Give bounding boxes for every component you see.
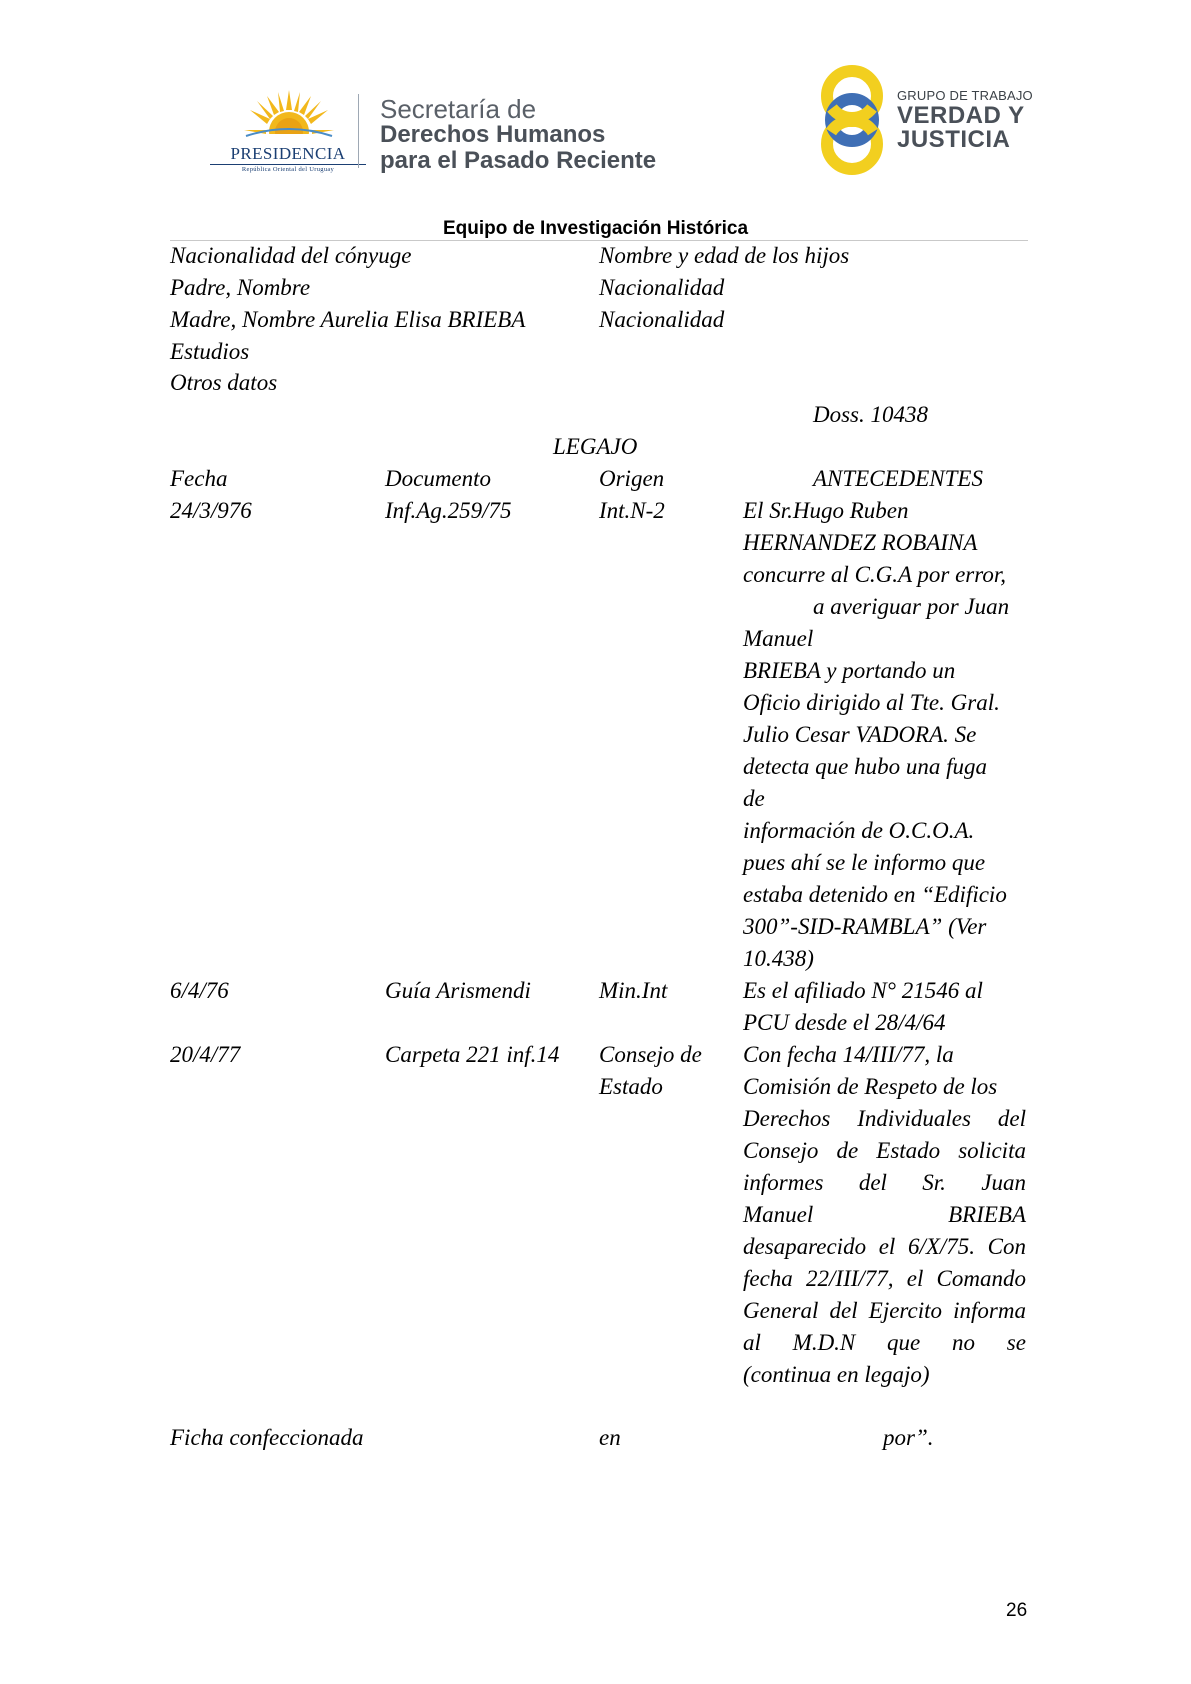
field-spouse-nationality: Nacionalidad del cónyuge: [170, 243, 412, 268]
row-1-origen: Int.N-2: [599, 498, 665, 523]
row-1-antecedentes-line: HERNANDEZ ROBAINA: [743, 530, 978, 555]
row-3-antecedentes-line: Manuel BRIEBA: [743, 1202, 1026, 1227]
field-children: Nombre y edad de los hijos: [599, 243, 850, 268]
secretaria-logo-text: [380, 96, 656, 174]
field-mother-nationality: Nacionalidad: [599, 307, 725, 332]
row-2-antecedentes-line: PCU desde el 28/4/64: [743, 1010, 946, 1035]
row-3-antecedentes-line: Consejo de Estado solicita: [743, 1138, 1026, 1163]
row-3-antecedentes-line: desaparecido el 6/X/75. Con: [743, 1234, 1026, 1259]
vj-title-line-1: VERDAD Y: [897, 102, 1025, 129]
row-1-antecedentes: [743, 495, 1026, 975]
row-3-antecedentes-line: (continua en legajo): [743, 1362, 930, 1387]
row-1-antecedentes-line: 300”-SID-RAMBLA” (Ver: [743, 914, 987, 939]
row-1-antecedentes-line: El Sr.Hugo Ruben: [743, 498, 909, 523]
row-2-origen: Min.Int: [599, 978, 668, 1003]
row-3-antecedentes-line: Comisión de Respeto de los: [743, 1074, 998, 1099]
row-3-antecedentes-line: al M.D.N que no se: [743, 1330, 1026, 1355]
row-2-antecedentes: [743, 975, 1026, 1039]
row-1-antecedentes-line: BRIEBA y portando un: [743, 658, 956, 683]
row-2-documento: Guía Arismendi: [385, 978, 531, 1003]
field-father: Padre, Nombre: [170, 275, 311, 300]
row-2-fecha: 6/4/76: [170, 978, 229, 1003]
row-1-fecha: 24/3/976: [170, 498, 252, 523]
column-antecedentes: ANTECEDENTES: [813, 466, 983, 491]
footer-en: en: [599, 1425, 621, 1450]
row-3-antecedentes-line: Con fecha 14/III/77, la: [743, 1042, 954, 1067]
row-3-antecedentes: [743, 1039, 1026, 1391]
secretaria-line-3: para el Pasado Reciente: [380, 147, 657, 174]
field-other: Otros datos: [170, 370, 278, 395]
secretaria-line-2: Derechos Humanos: [380, 121, 606, 148]
team-heading: Equipo de Investigación Histórica: [442, 218, 749, 239]
row-3-antecedentes-line: Derechos Individuales del: [743, 1106, 1026, 1131]
row-3-fecha: 20/4/77: [170, 1042, 241, 1067]
row-1-antecedentes-line: a averiguar por Juan: [813, 594, 1010, 619]
row-1-antecedentes-line: Manuel: [743, 626, 814, 651]
column-origen: Origen: [599, 466, 665, 491]
row-1-antecedentes-line: estaba detenido en “Edificio: [743, 882, 1007, 907]
field-mother: Madre, Nombre Aurelia Elisa BRIEBA: [170, 307, 526, 332]
secretaria-line-1: Secretaría de: [380, 94, 537, 124]
presidencia-subtitle: República Oriental del Uruguay: [241, 166, 335, 173]
row-1-antecedentes-line: de: [743, 786, 765, 811]
row-1-documento: Inf.Ag.259/75: [385, 498, 512, 523]
row-2-antecedentes-line: Es el afiliado N° 21546 al: [743, 978, 983, 1003]
field-studies: Estudios: [170, 339, 250, 364]
header-separator: [358, 94, 359, 168]
row-1-antecedentes-line: detecta que hubo una fuga: [743, 754, 988, 779]
row-3-antecedentes-line: General del Ejercito informa: [743, 1298, 1026, 1323]
row-1-antecedentes-line: 10.438): [743, 946, 814, 971]
field-father-nationality: Nacionalidad: [599, 275, 725, 300]
row-3-antecedentes-line: fecha 22/III/77, el Comando: [743, 1266, 1026, 1291]
column-documento: Documento: [385, 466, 492, 491]
footer-ficha: Ficha confeccionada: [170, 1425, 364, 1450]
dossier-number: Doss. 10438: [813, 402, 929, 427]
legajo-title: LEGAJO: [553, 434, 638, 459]
row-3-origen: [599, 1039, 702, 1103]
row-1-antecedentes-line: Julio Cesar VADORA. Se: [743, 722, 977, 747]
row-3-origen-line: Consejo de: [599, 1042, 702, 1067]
column-fecha: Fecha: [170, 466, 228, 491]
row-1-antecedentes-line: información de O.C.O.A.: [743, 818, 975, 843]
presidencia-divider: [210, 164, 366, 165]
footer-por: por”.: [883, 1425, 934, 1450]
row-1-antecedentes-line: Oficio dirigido al Tte. Gral.: [743, 690, 1000, 715]
row-3-origen-line: Estado: [599, 1074, 663, 1099]
sun-logo-icon: [242, 88, 336, 144]
vj-title-line-2: JUSTICIA: [897, 126, 1011, 153]
vj-title: [897, 104, 1025, 152]
row-3-documento: Carpeta 221 inf.14: [385, 1042, 560, 1067]
vj-group-label: GRUPO DE TRABAJO: [897, 88, 1033, 103]
row-1-antecedentes-line: pues ahí se le informo que: [743, 850, 986, 875]
page-number: 26: [1006, 1600, 1028, 1621]
presidencia-title: PRESIDENCIA: [230, 144, 346, 163]
row-1-antecedentes-line: concurre al C.G.A por error,: [743, 562, 1007, 587]
row-3-antecedentes-line: informes del Sr. Juan: [743, 1170, 1026, 1195]
